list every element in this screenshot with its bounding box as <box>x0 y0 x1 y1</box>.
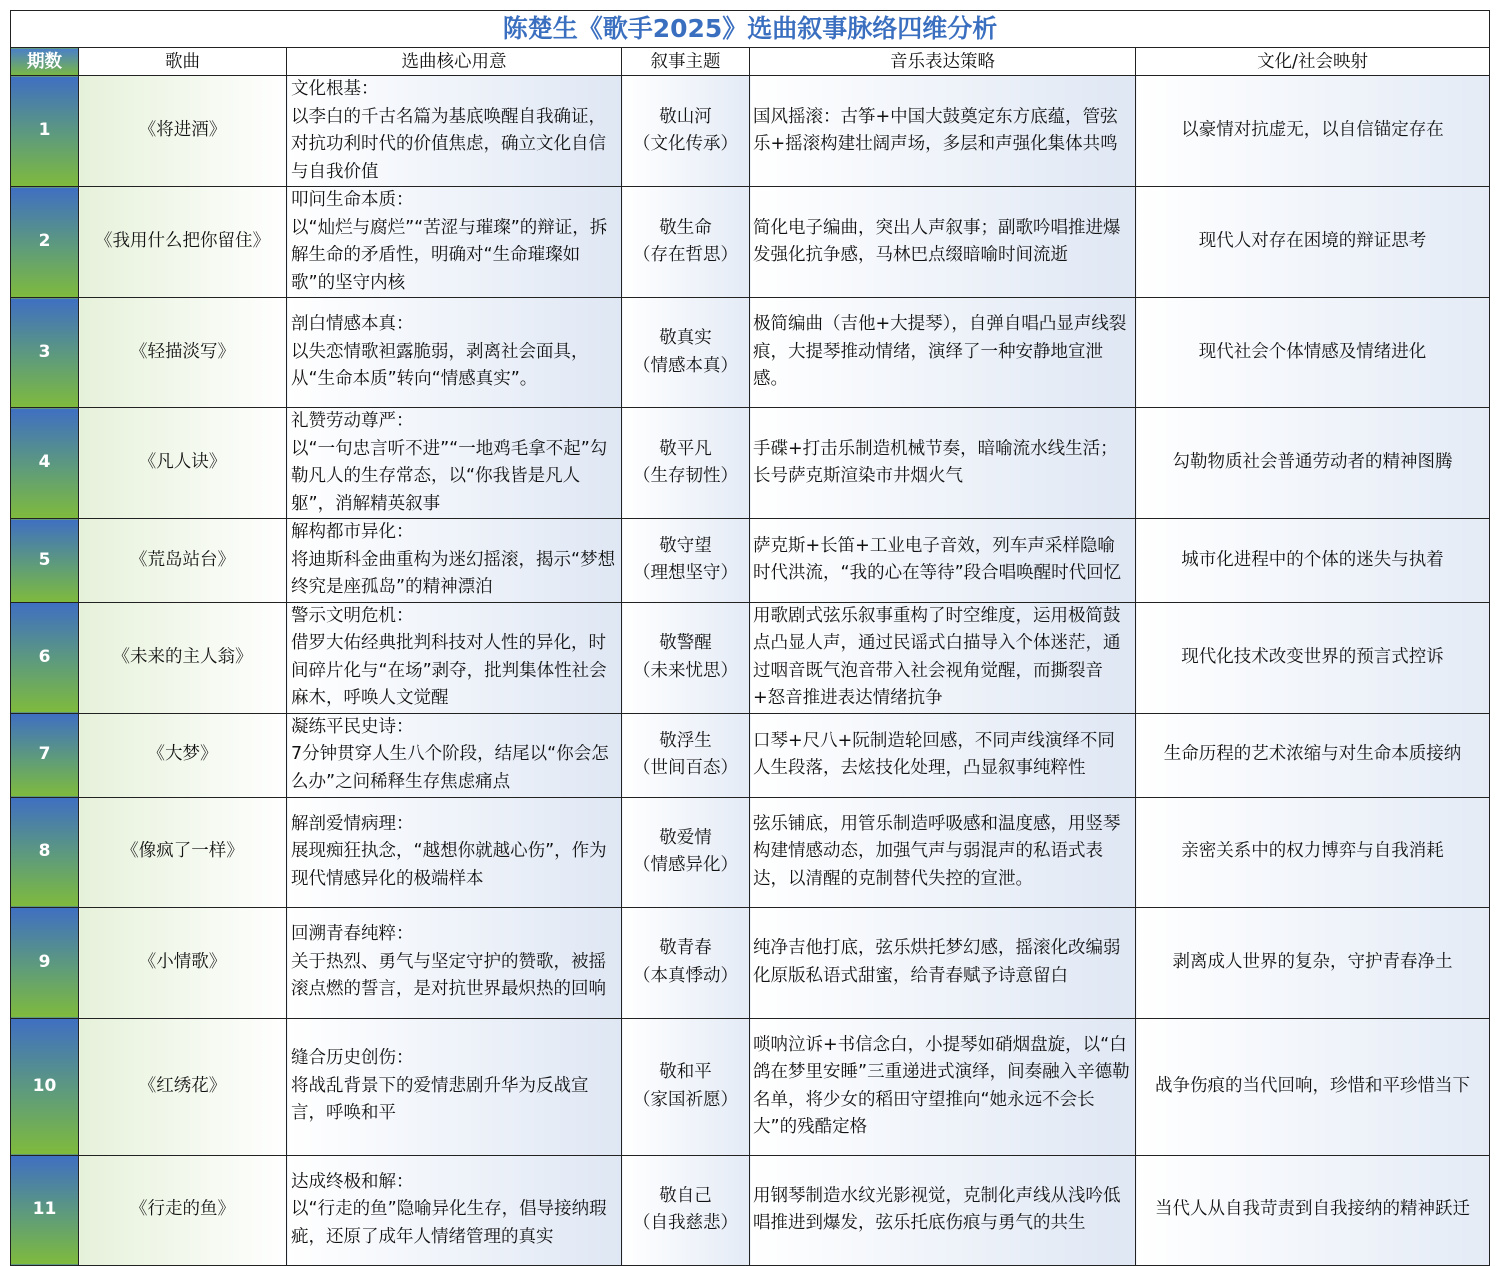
theme-main: 敬爱情 <box>659 827 712 848</box>
intent-cell <box>287 187 622 298</box>
strategy-text: 用钢琴制造水纹光影视觉，克制化声线从浅吟低唱推进到爆发，弦乐托底伤痕与勇气的共生 <box>750 1155 1136 1265</box>
intent-cell <box>287 408 622 519</box>
theme-sub: （未来忧思） <box>633 660 738 681</box>
mapping-text: 现代化技术改变世界的预言式控诉 <box>1136 602 1490 713</box>
theme-sub: （理想坚守） <box>633 563 738 584</box>
intent-heading: 解构都市异化： <box>291 522 414 542</box>
table-row <box>11 713 1490 797</box>
intent-heading: 叩问生命本质： <box>291 190 414 210</box>
mapping-text: 勾勒物质社会普通劳动者的精神图腾 <box>1136 408 1490 519</box>
intent-text: 以“一句忠言听不进”“一地鸡毛拿不起”勾勒凡人的生存常态，以“你我皆是凡人躯”，消解精英叙事 <box>291 438 608 514</box>
mapping-text: 城市化进程中的个体的迷失与执着 <box>1136 519 1490 603</box>
song-title: 《小情歌》 <box>79 907 287 1018</box>
intent-cell <box>287 298 622 408</box>
intent-text: 将战乱背景下的爱情悲剧升华为反战宣言，呼唤和平 <box>291 1075 589 1124</box>
strategy-text: 萨克斯+长笛+工业电子音效，列车声采样隐喻时代洪流，“我的心在等待”段合唱唤醒时代回忆 <box>750 519 1136 603</box>
song-title: 《未来的主人翁》 <box>79 602 287 713</box>
analysis-table <box>10 10 1490 1266</box>
issue-number: 9 <box>11 907 79 1018</box>
song-title: 《将进酒》 <box>79 76 287 187</box>
intent-heading: 警示文明危机： <box>291 605 414 626</box>
intent-heading: 凝练平民史诗： <box>291 716 414 737</box>
theme-main: 敬青春 <box>659 938 712 958</box>
intent-cell <box>287 1018 622 1155</box>
intent-text: 以失恋情歌袒露脆弱，剥离社会面具，从“生命本质”转向“情感真实”。 <box>291 341 589 390</box>
theme-cell <box>622 298 750 408</box>
strategy-text: 口琴+尺八+阮制造轮回感，不同声线演绎不同人生段落，去炫技化处理，凸显叙事纯粹性 <box>750 713 1136 797</box>
issue-number: 11 <box>11 1155 79 1265</box>
song-title: 《红绣花》 <box>79 1018 287 1155</box>
theme-main: 敬和平 <box>659 1062 712 1082</box>
mapping-text: 战争伤痕的当代回响，珍惜和平珍惜当下 <box>1136 1018 1490 1155</box>
intent-text: 以李白的千古名篇为基底唤醒自我确证，对抗功利时代的价值焦虑，确立文化自信与自我价值 <box>291 106 606 182</box>
header-intent: 选曲核心用意 <box>287 48 622 76</box>
theme-main: 敬浮生 <box>659 730 712 751</box>
theme-cell <box>622 602 750 713</box>
table-title: 陈楚生《歌手2025》选曲叙事脉络四维分析 <box>11 11 1490 48</box>
strategy-text: 手碟+打击乐制造机械节奏，暗喻流水线生活；长号萨克斯渲染市井烟火气 <box>750 408 1136 519</box>
mapping-text: 亲密关系中的权力博弈与自我消耗 <box>1136 797 1490 907</box>
header-issue: 期数 <box>11 48 79 76</box>
intent-heading: 剖白情感本真： <box>291 314 414 335</box>
intent-heading: 回溯青春纯粹： <box>291 924 414 945</box>
issue-number: 3 <box>11 298 79 408</box>
intent-text: 7分钟贯穿人生八个阶段，结尾以“你会怎么办”之问稀释生存焦虑痛点 <box>291 744 609 792</box>
issue-number: 7 <box>11 713 79 797</box>
table-row <box>11 797 1490 907</box>
strategy-text: 用歌剧式弦乐叙事重构了时空维度，运用极简鼓点凸显人声，通过民谣式白描导入个体迷茫，通过咽音既气泡音带入社会视角觉醒，而撕裂音+怒音推进表达情绪抗争 <box>750 602 1136 713</box>
strategy-text: 弦乐铺底，用管乐制造呼吸感和温度感，用竖琴构建情感动态，加强气声与弱混声的私语式表达，以清醒的克制替代失控的宣泄。 <box>750 797 1136 907</box>
table-row <box>11 1018 1490 1155</box>
theme-sub: （家国祈愿） <box>633 1089 738 1110</box>
theme-main: 敬山河 <box>659 106 712 127</box>
intent-cell <box>287 519 622 603</box>
theme-cell <box>622 408 750 519</box>
intent-cell <box>287 76 622 187</box>
theme-sub: （存在哲思） <box>633 245 738 265</box>
table-row <box>11 1155 1490 1265</box>
song-title: 《凡人诀》 <box>79 408 287 519</box>
strategy-text: 简化电子编曲，突出人声叙事；副歌吟唱推进爆发强化抗争感，马林巴点缀暗喻时间流逝 <box>750 187 1136 298</box>
table-row <box>11 298 1490 408</box>
theme-main: 敬警醒 <box>659 633 712 653</box>
issue-number: 1 <box>11 76 79 187</box>
theme-cell <box>622 797 750 907</box>
theme-sub: （文化传承） <box>633 134 738 154</box>
theme-sub: （自我慈悲） <box>633 1213 738 1233</box>
theme-main: 敬平凡 <box>659 438 712 459</box>
strategy-text: 纯净吉他打底，弦乐烘托梦幻感，摇滚化改编弱化原版私语式甜蜜，给青春赋予诗意留白 <box>750 907 1136 1018</box>
intent-text: 以“行走的鱼”隐喻异化生存，倡导接纳瑕疵，还原了成年人情绪管理的真实 <box>291 1199 607 1247</box>
mapping-text: 剥离成人世界的复杂，守护青春净土 <box>1136 907 1490 1018</box>
header-strategy: 音乐表达策略 <box>750 48 1136 76</box>
mapping-text: 生命历程的艺术浓缩与对生命本质接纳 <box>1136 713 1490 797</box>
song-title: 《荒岛站台》 <box>79 519 287 603</box>
theme-sub: （本真悸动） <box>633 965 738 986</box>
theme-main: 敬生命 <box>659 217 712 238</box>
intent-heading: 达成终极和解： <box>291 1171 414 1192</box>
intent-cell <box>287 713 622 797</box>
theme-sub: （情感异化） <box>633 855 738 875</box>
song-title: 《行走的鱼》 <box>79 1155 287 1265</box>
intent-text: 借罗大佑经典批判科技对人性的异化，时间碎片化与“在场”剥夺，批判集体性社会麻木，呼唤人文觉醒 <box>291 633 607 708</box>
intent-heading: 礼赞劳动尊严： <box>291 411 414 431</box>
header-row <box>11 48 1490 76</box>
issue-number: 2 <box>11 187 79 298</box>
theme-main: 敬真实 <box>659 328 712 348</box>
intent-cell <box>287 602 622 713</box>
mapping-text: 现代人对存在困境的辩证思考 <box>1136 187 1490 298</box>
theme-main: 敬自己 <box>659 1185 712 1206</box>
issue-number: 5 <box>11 519 79 603</box>
intent-text: 关于热烈、勇气与坚定守护的赞歌，被摇滚点燃的誓言，是对抗世界最炽热的回响 <box>291 951 606 1000</box>
mapping-text: 现代社会个体情感及情绪进化 <box>1136 298 1490 408</box>
mapping-text: 当代人从自我苛责到自我接纳的精神跃迁 <box>1136 1155 1490 1265</box>
intent-cell <box>287 907 622 1018</box>
intent-text: 展现痴狂执念，“越想你就越心伤”，作为现代情感异化的极端样本 <box>291 841 607 889</box>
header-theme: 叙事主题 <box>622 48 750 76</box>
strategy-text: 极简编曲（吉他+大提琴），自弹自唱凸显声线裂痕，大提琴推动情绪，演绎了一种安静地宣泄感。 <box>750 298 1136 408</box>
song-title: 《轻描淡写》 <box>79 298 287 408</box>
table-row <box>11 519 1490 603</box>
intent-heading: 解剖爱情病理： <box>291 813 414 834</box>
issue-number: 6 <box>11 602 79 713</box>
song-title: 《大梦》 <box>79 713 287 797</box>
intent-cell <box>287 797 622 907</box>
theme-cell <box>622 1155 750 1265</box>
table-row <box>11 408 1490 519</box>
table-row <box>11 907 1490 1018</box>
strategy-text: 唢呐泣诉+书信念白，小提琴如硝烟盘旋，以“白鸽在梦里安睡”三重递进式演绎，间奏融入辛德勒名单，将少女的稻田守望推向“她永远不会长大”的残酷定格 <box>750 1018 1136 1155</box>
table-body <box>11 76 1490 1266</box>
theme-main: 敬守望 <box>659 535 712 556</box>
theme-sub: （世间百态） <box>633 758 738 778</box>
song-title: 《像疯了一样》 <box>79 797 287 907</box>
intent-cell <box>287 1155 622 1265</box>
theme-sub: （情感本真） <box>633 355 738 376</box>
song-title: 《我用什么把你留住》 <box>79 187 287 298</box>
intent-text: 以“灿烂与腐烂”“苦涩与璀璨”的辩证，拆解生命的矛盾性，明确对“生命璀璨如歌”的坚守内核 <box>291 217 608 293</box>
mapping-text: 以豪情对抗虚无，以自信锚定存在 <box>1136 76 1490 187</box>
table-row <box>11 602 1490 713</box>
intent-heading: 缝合历史创伤： <box>291 1048 414 1069</box>
table-row <box>11 187 1490 298</box>
issue-number: 10 <box>11 1018 79 1155</box>
theme-cell <box>622 713 750 797</box>
intent-heading: 文化根基： <box>291 79 379 99</box>
table-row <box>11 76 1490 187</box>
header-mapping: 文化/社会映射 <box>1136 48 1490 76</box>
issue-number: 4 <box>11 408 79 519</box>
issue-number: 8 <box>11 797 79 907</box>
header-song: 歌曲 <box>79 48 287 76</box>
theme-cell <box>622 1018 750 1155</box>
strategy-text: 国风摇滚：古筝+中国大鼓奠定东方底蕴，管弦乐+摇滚构建壮阔声场，多层和声强化集体共鸣 <box>750 76 1136 187</box>
theme-cell <box>622 519 750 603</box>
intent-text: 将迪斯科金曲重构为迷幻摇滚，揭示“梦想终究是座孤岛”的精神漂泊 <box>291 549 616 597</box>
theme-cell <box>622 187 750 298</box>
theme-cell <box>622 76 750 187</box>
theme-sub: （生存韧性） <box>633 466 738 486</box>
theme-cell <box>622 907 750 1018</box>
